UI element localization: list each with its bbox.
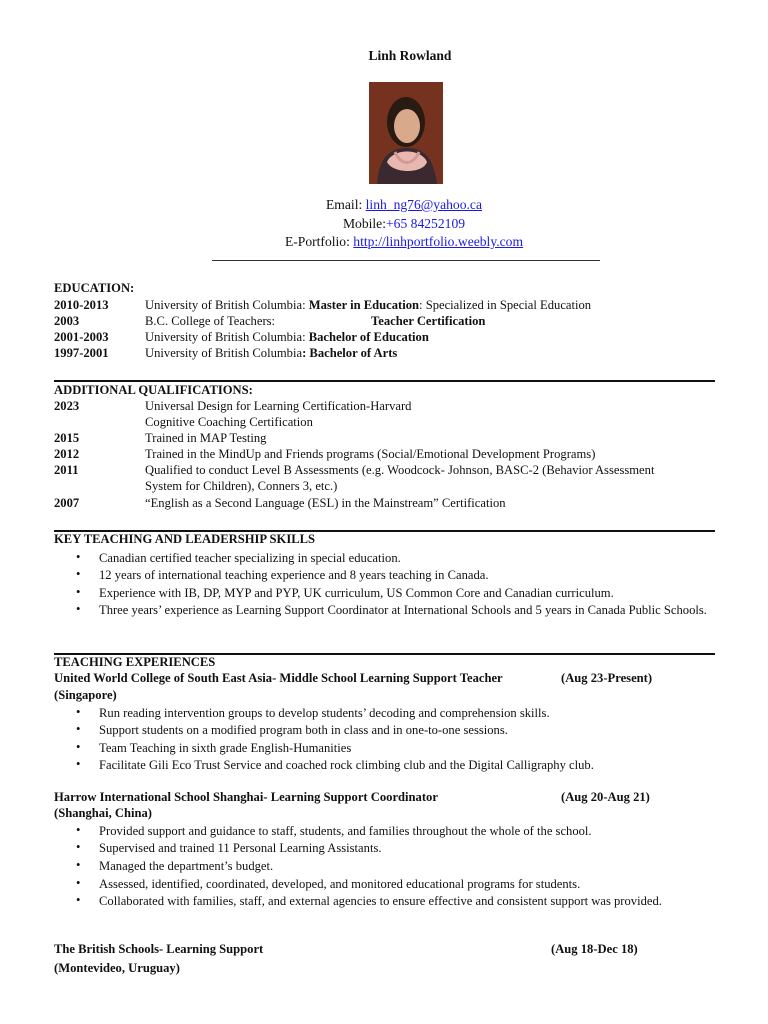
education-degree: Bachelor of Education [308,330,429,344]
job-dates: (Aug 23-Present) [561,671,653,685]
education-year: 2001-2003 [54,330,109,344]
bullet-icon: • [76,550,81,564]
skill-text: Canadian certified teacher specializing in special education. [99,551,401,565]
bullet-icon: • [76,876,81,890]
portfolio-link[interactable]: http://linhportfolio.weebly.com [353,234,524,249]
profile-photo-image [369,82,443,184]
education-detail [145,314,486,329]
section-divider [54,380,715,382]
experience-heading: TEACHING EXPERIENCES [54,655,216,669]
job-title: Harrow International School Shanghai- Learning Support Coordinator [54,790,438,804]
bullet-icon: • [76,858,81,872]
education-institution: University of British Columbia [145,346,303,360]
email-link[interactable]: linh_ng76@yahoo.ca [365,197,482,212]
bullet-icon: • [76,602,81,616]
job-duty-text: Collaborated with families, staff, and external agencies to ensure effective and consistent support was provided. [99,894,662,908]
candidate-name: Linh Rowland [368,48,452,63]
bullet-icon: • [76,567,81,581]
education-degree: : Bachelor of Arts [302,346,398,360]
qualification-text: Trained in MAP Testing [145,431,267,445]
email-line [0,197,768,213]
qualification-year: 2015 [54,431,80,445]
mobile-label: Mobile: [342,216,386,231]
job-dates: (Aug 20-Aug 21) [561,790,650,804]
education-heading: EDUCATION: [54,281,135,295]
education-degree: Teacher Certification [371,314,486,328]
bullet-icon: • [76,705,81,719]
bullet-icon: • [76,893,81,907]
education-detail [145,346,397,361]
qualification-text: Qualified to conduct Level B Assessments (e.g. Woodcock- Johnson, BASC-2 (Behavior Assessment [145,463,655,477]
job-location: (Shanghai, China) [54,806,152,820]
job-duty-text: Supervised and trained 11 Personal Learning Assistants. [99,841,382,855]
bullet-icon: • [76,840,81,854]
education-degree: Master in Education [308,298,420,312]
job-location: (Montevideo, Uruguay) [54,961,180,975]
email-label: Email: [326,197,366,212]
skill-text: 12 years of international teaching experience and 8 years teaching in Canada. [99,568,489,582]
qualification-text: Universal Design for Learning Certification-Harvard [145,399,412,413]
bullet-icon: • [76,585,81,599]
skill-text: Experience with IB, DP, MYP and PYP, UK curriculum, US Common Core and Canadian curriculum. [99,586,614,600]
mobile-line [0,216,768,232]
education-year: 1997-2001 [54,346,109,360]
education-detail [145,330,429,345]
education-year: 2003 [54,314,80,328]
job-duty-text: Managed the department’s budget. [99,859,274,873]
education-institution: University of British Columbia: [145,298,309,312]
qualification-text: Cognitive Coaching Certification [145,415,313,429]
job-title: United World College of South East Asia- Middle School Learning Support Teacher [54,671,503,685]
job-duty-text: Support students on a modified program both in class and in one-to-one sessions. [99,723,508,737]
qualification-text: “English as a Second Language (ESL) in the Mainstream” Certification [145,496,506,510]
portfolio-line [0,234,768,250]
skill-text: Three years’ experience as Learning Support Coordinator at International Schools and 5 years in Canada Public Schools. [99,603,707,617]
qualification-year: 2023 [54,399,80,413]
bullet-icon: • [76,740,81,754]
mobile-number: +65 84252109 [386,216,466,231]
portfolio-label: E-Portfolio: [284,234,354,249]
header-divider [212,260,600,261]
job-duty-text: Assessed, identified, coordinated, developed, and monitored educational programs for students. [99,877,581,891]
job-duty-text: Run reading intervention groups to develop students’ decoding and comprehension skills. [99,706,550,720]
education-detail [145,298,591,313]
education-year: 2010-2013 [54,298,109,312]
qualification-text: System for Children), Conners 3, etc.) [145,479,338,493]
job-duty-text: Provided support and guidance to staff, students, and families throughout the whole of the school. [99,824,592,838]
job-dates: (Aug 18-Dec 18) [551,942,638,956]
education-institution: University of British Columbia: [145,330,309,344]
skills-heading: KEY TEACHING AND LEADERSHIP SKILLS [54,532,316,546]
job-duty-text: Facilitate Gili Eco Trust Service and coached rock climbing club and the Digital Calligraphy club. [99,758,594,772]
bullet-icon: • [76,757,81,771]
job-duty-text: Team Teaching in sixth grade English-Humanities [99,741,352,755]
education-institution: B.C. College of Teachers: [145,314,276,328]
education-specialization: : Specialized in Special Education [419,298,592,312]
profile-photo [369,82,443,184]
qualification-year: 2007 [54,496,80,510]
qualification-year: 2012 [54,447,80,461]
bullet-icon: • [76,722,81,736]
qualifications-heading: ADDITIONAL QUALIFICATIONS: [54,383,253,397]
job-title: The British Schools- Learning Support [54,942,264,956]
qualification-year: 2011 [54,463,79,477]
qualification-text: Trained in the MindUp and Friends programs (Social/Emotional Development Programs) [145,447,596,461]
bullet-icon: • [76,823,81,837]
job-location: (Singapore) [54,688,117,702]
